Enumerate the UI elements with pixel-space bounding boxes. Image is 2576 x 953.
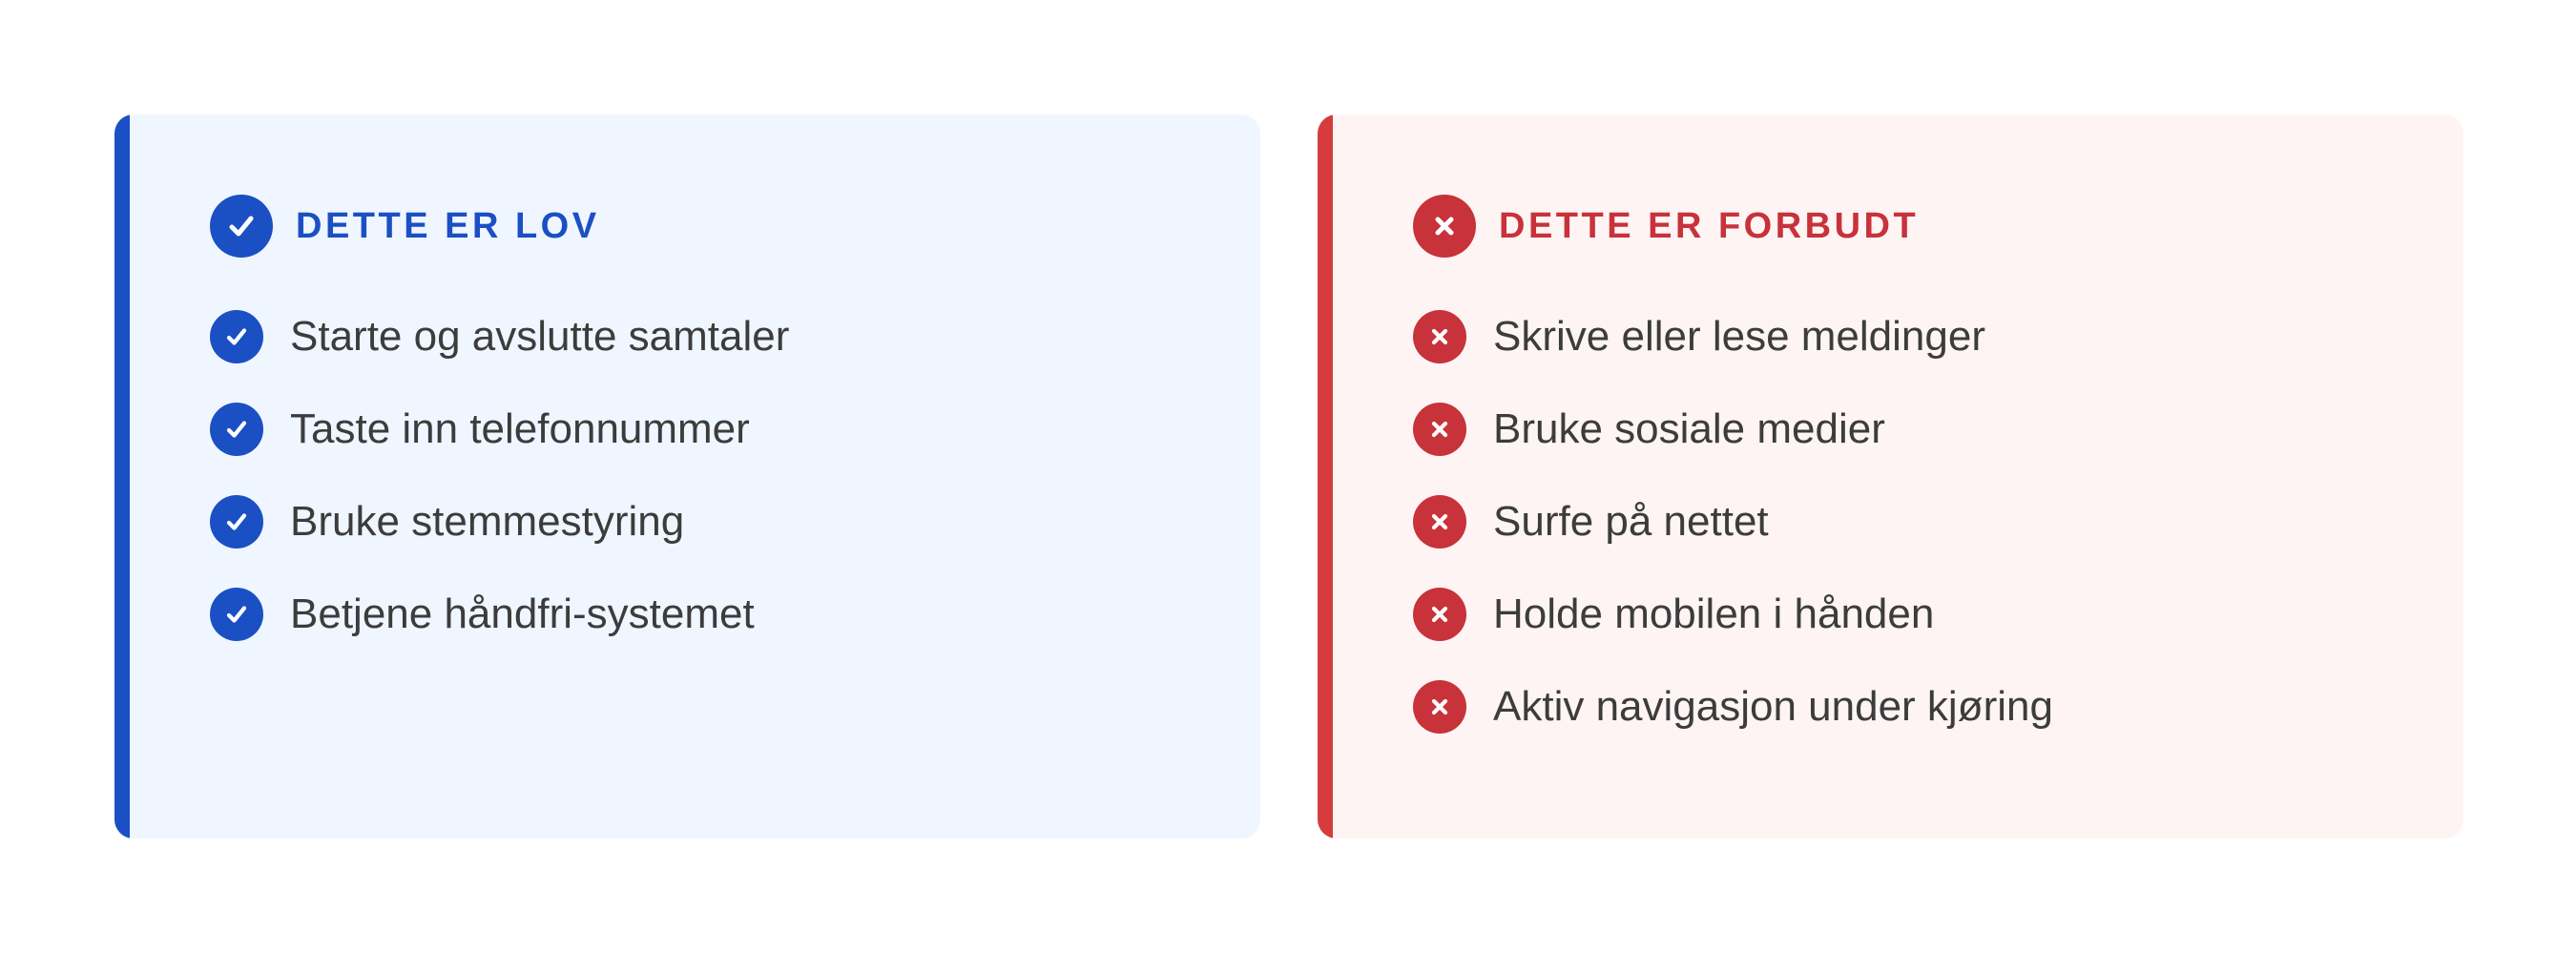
- list-item-label: Aktiv navigasjon under kjøring: [1493, 683, 2053, 730]
- check-icon: [210, 495, 263, 549]
- list-item: [210, 403, 789, 456]
- list-item: [210, 588, 789, 641]
- cross-icon: [1413, 403, 1466, 456]
- list-item: [1413, 403, 2053, 456]
- check-icon: [210, 195, 273, 258]
- list-item-label: Surfe på nettet: [1493, 498, 1769, 545]
- list-item-label: Bruke stemmestyring: [290, 498, 685, 545]
- list-item: [1413, 310, 2053, 363]
- forbidden-card: [1318, 114, 2463, 839]
- list-item-label: Skrive eller lese meldinger: [1493, 313, 1985, 360]
- list-item-label: Betjene håndfri-systemet: [290, 590, 755, 637]
- cross-icon: [1413, 195, 1476, 258]
- allowed-list: [210, 310, 789, 680]
- forbidden-list: [1413, 310, 2053, 773]
- list-item: [1413, 680, 2053, 734]
- check-icon: [210, 588, 263, 641]
- allowed-card: [114, 114, 1260, 839]
- list-item-label: Holde mobilen i hånden: [1493, 590, 1935, 637]
- list-item: [1413, 588, 2053, 641]
- check-icon: [210, 310, 263, 363]
- list-item: [1413, 495, 2053, 549]
- cross-icon: [1413, 680, 1466, 734]
- allowed-title: DETTE ER LOV: [296, 206, 600, 246]
- forbidden-title: DETTE ER FORBUDT: [1499, 206, 1920, 246]
- cross-icon: [1413, 310, 1466, 363]
- list-item-label: Bruke sosiale medier: [1493, 405, 1885, 452]
- allowed-header: [210, 195, 600, 258]
- list-item-label: Starte og avslutte samtaler: [290, 313, 790, 360]
- forbidden-accent-bar: [1318, 114, 1333, 839]
- forbidden-header: [1413, 195, 1919, 258]
- allowed-accent-bar: [114, 114, 130, 839]
- cross-icon: [1413, 495, 1466, 549]
- list-item-label: Taste inn telefonnummer: [290, 405, 750, 452]
- list-item: [210, 495, 789, 549]
- check-icon: [210, 403, 263, 456]
- list-item: [210, 310, 789, 363]
- cross-icon: [1413, 588, 1466, 641]
